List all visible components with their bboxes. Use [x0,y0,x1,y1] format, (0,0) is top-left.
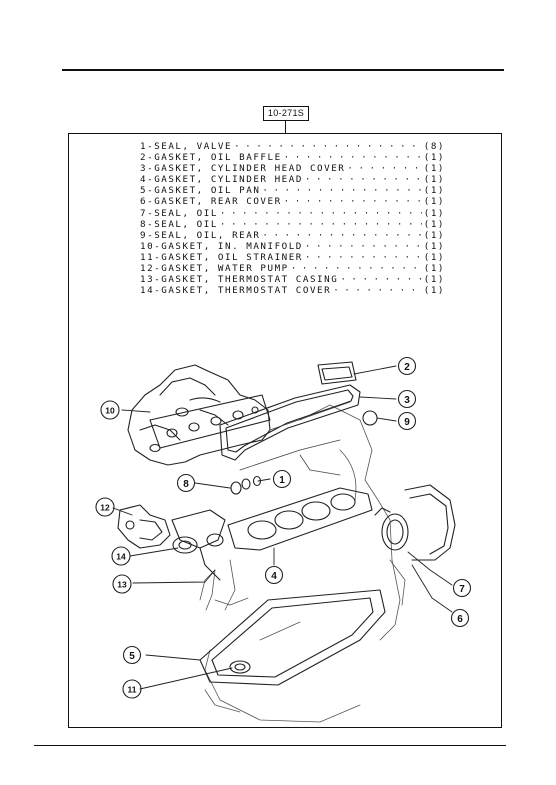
part-description: GASKET, WATER PUMP [161,263,289,275]
part-row: 8 - SEAL, OIL · · · (1) [140,219,445,230]
callout-8-label: 8 [183,479,189,490]
oil-strainer-gasket [230,661,250,673]
callout-7 [454,580,471,597]
part-quantity: (1) [423,174,445,186]
thermostat-cover-gasket [173,534,223,553]
part-description: SEAL, OIL [154,218,218,230]
callout-10-label: 10 [105,405,115,416]
callout-6 [452,610,469,627]
callout-10 [101,401,119,419]
part-quantity: (1) [423,218,445,230]
part-number: 14 [140,285,155,297]
callout-3-label: 3 [404,395,410,406]
part-quantity: (8) [423,141,445,152]
callout-14 [112,547,130,565]
part-description: SEAL, VALVE [154,141,233,152]
callout-7-label: 7 [459,584,465,595]
reference-code: 10-271S [263,106,309,121]
part-number: 2 [140,152,148,164]
part-row: 4 - GASKET, CYLINDER HEAD · · · (1) [140,174,445,185]
part-row: 7 - SEAL, OIL · · · (1) [140,208,445,219]
callout-3 [399,391,416,408]
oil-baffle-gasket [318,362,356,384]
rear-oil-seal-9 [363,411,377,425]
part-number: 13 [140,274,155,286]
part-row: 3 - GASKET, CYLINDER HEAD COVER · · · (1) [140,163,445,174]
callout-14-label: 14 [116,551,126,562]
part-number: 6 [140,196,148,208]
part-row: 14 - GASKET, THERMOSTAT COVER · · · (1) [140,285,445,296]
callout-5-label: 5 [129,651,135,662]
part-number: 11 [140,251,155,263]
part-quantity: (1) [423,285,445,297]
callout-13-label: 13 [117,579,127,590]
part-row: 2 - GASKET, OIL BAFFLE · · · (1) [140,152,445,163]
part-description: GASKET, CYLINDER HEAD [154,174,303,186]
part-row: 10 - GASKET, IN. MANIFOLD · · · (1) [140,241,445,252]
callout-5 [124,647,141,664]
callout-13 [113,575,131,593]
callout-4-label: 4 [271,571,277,582]
part-row: 12 - GASKET, WATER PUMP · · · (1) [140,263,445,274]
part-quantity: (1) [423,196,445,208]
part-row: 1 - SEAL, VALVE · · · (8) [140,141,445,152]
part-row: 6 - GASKET, REAR COVER · · · (1) [140,196,445,207]
part-number: 12 [140,263,155,275]
callout-2-label: 2 [404,362,410,373]
part-description: SEAL, OIL, REAR [154,229,261,241]
callout-4 [266,567,283,584]
part-quantity: (1) [423,163,445,175]
part-row: 13 - GASKET, THERMOSTAT CASING · · · (1) [140,274,445,285]
part-number: 8 [140,218,148,230]
thermostat-casing [172,510,225,580]
part-description: GASKET, REAR COVER [154,196,282,208]
part-quantity: (1) [423,185,445,197]
callout-12 [96,498,114,516]
callout-1 [274,471,291,488]
callout-2 [399,358,416,375]
part-number: 4 [140,174,148,186]
manifold-gasket [150,395,270,448]
water-pump-gasket [118,505,170,548]
part-quantity: (1) [423,274,445,286]
callout-9-label: 9 [404,417,410,428]
callout-11-label: 11 [127,684,137,695]
part-row: 11 - GASKET, OIL STRAINER · · · (1) [140,252,445,263]
callout-6-label: 6 [457,614,463,625]
valve-seals [231,477,261,495]
part-quantity: (1) [423,152,445,164]
part-number: 7 [140,207,148,219]
callout-1-label: 1 [279,475,285,486]
part-row: 9 - SEAL, OIL, REAR · · · (1) [140,230,445,241]
rear-cover-gasket [405,485,455,560]
part-quantity: (1) [423,263,445,275]
part-description: SEAL, OIL [154,207,218,219]
part-number: 3 [140,163,148,175]
part-description: GASKET, IN. MANIFOLD [161,240,303,252]
callout-11 [123,680,141,698]
part-quantity: (1) [423,207,445,219]
part-number: 9 [140,229,148,241]
part-description: GASKET, THERMOSTAT COVER [161,285,332,297]
part-description: GASKET, CYLINDER HEAD COVER [154,163,346,175]
part-number: 10 [140,240,155,252]
part-description: GASKET, OIL PAN [154,185,261,197]
part-row: 5 - GASKET, OIL PAN · · · (1) [140,185,445,196]
footer-rule [34,745,506,746]
part-quantity: (1) [423,251,445,263]
callout-8 [178,475,195,492]
part-description: GASKET, THERMOSTAT CASING [161,274,339,286]
engine-block-outline [200,405,405,722]
part-number: 1 [140,141,148,152]
callout-12-label: 12 [100,502,110,513]
part-number: 5 [140,185,148,197]
callout-9 [399,413,416,430]
cylinder-head-gasket [228,488,372,550]
part-description: GASKET, OIL BAFFLE [154,152,282,164]
head-cover-gasket [220,385,360,460]
part-description: GASKET, OIL STRAINER [161,251,303,263]
part-quantity: (1) [423,229,445,241]
part-quantity: (1) [423,240,445,252]
